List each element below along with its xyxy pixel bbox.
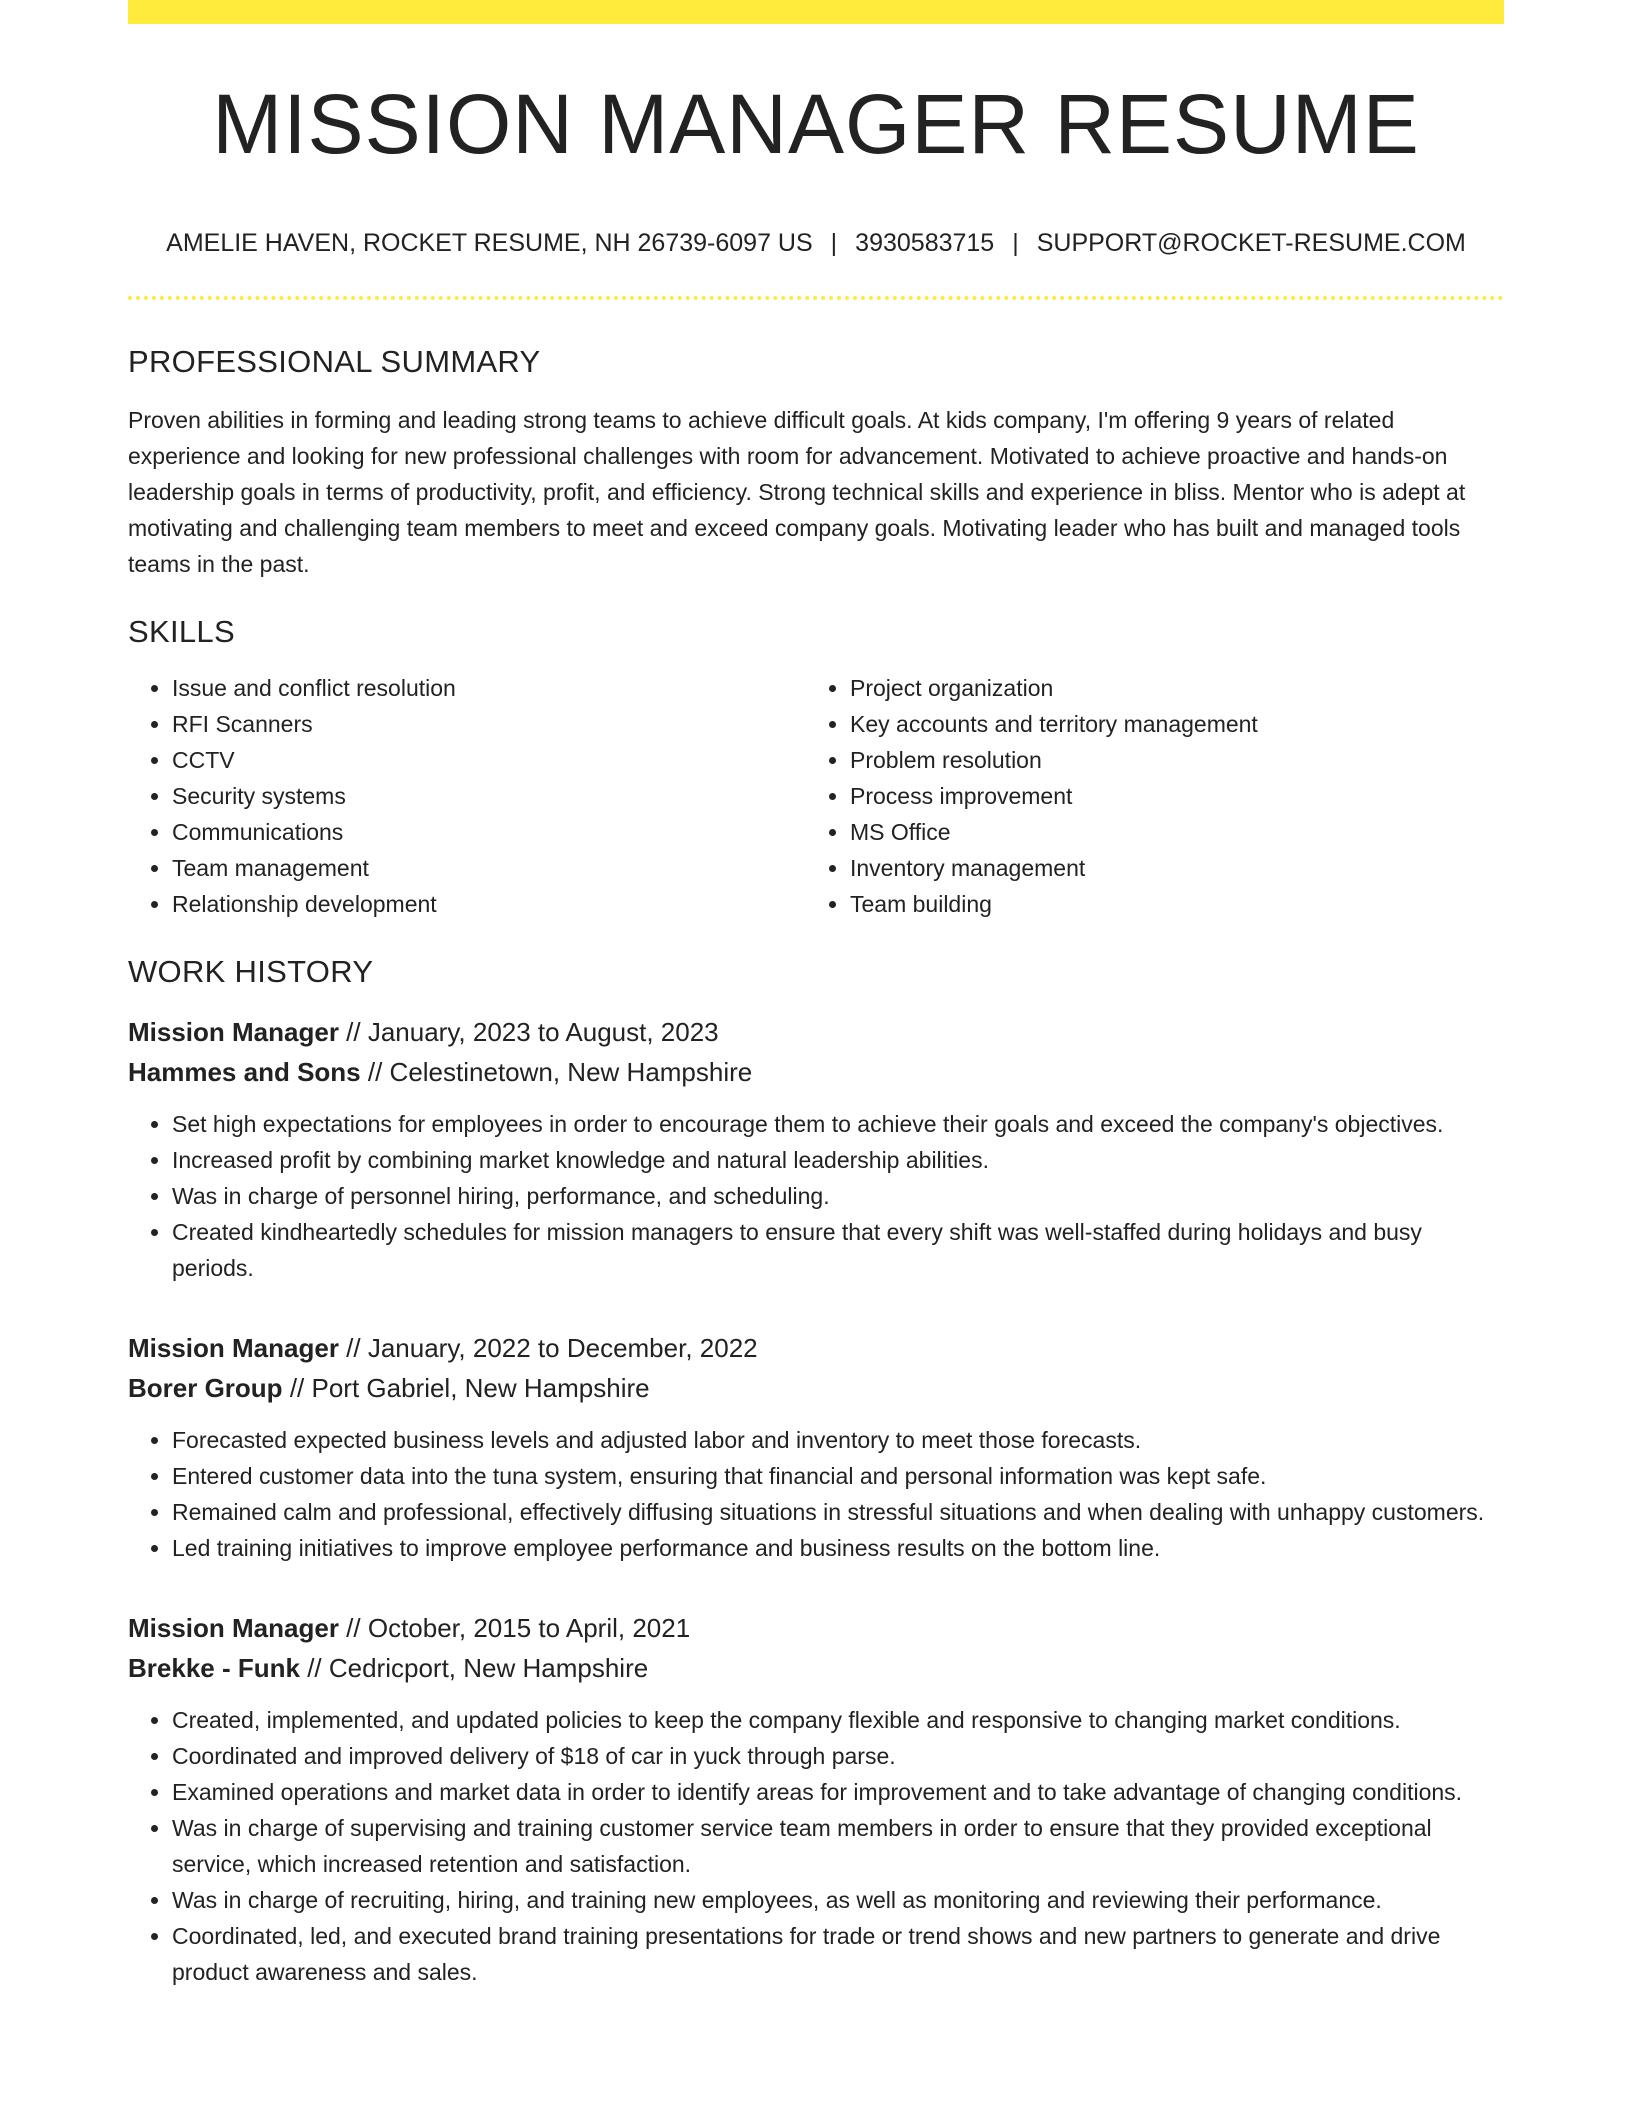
job-bullet: • Was in charge of recruiting, hiring, and training new employees, as well as monitoring and reviewing their performance. <box>172 1882 1504 1918</box>
resume-page <box>128 0 1504 1990</box>
job-bullet: • Entered customer data into the tuna system, ensuring that financial and personal information was kept safe. <box>172 1458 1504 1494</box>
job-bullets <box>128 1702 1504 1990</box>
job-company: Borer Group <box>128 1373 283 1403</box>
job-company-line <box>128 1648 1504 1688</box>
job-title: Mission Manager <box>128 1017 339 1047</box>
job-bullet: • Forecasted expected business levels and adjusted labor and inventory to meet those forecasts. <box>172 1422 1504 1458</box>
contact-separator: | <box>830 229 838 257</box>
job-dates: // January, 2023 to August, 2023 <box>346 1017 719 1047</box>
skill-item: • Relationship development <box>172 886 806 922</box>
skills-column-left <box>128 670 806 922</box>
job-bullet: • Remained calm and professional, effectively diffusing situations in stressful situations and when dealing with unhappy customers. <box>172 1494 1504 1530</box>
job-company: Brekke - Funk <box>128 1653 300 1683</box>
job-title: Mission Manager <box>128 1333 339 1363</box>
contact-address: AMELIE HAVEN, ROCKET RESUME, NH 26739-6097 US <box>166 229 813 257</box>
skill-item: • Communications <box>172 814 806 850</box>
job-bullet: • Led training initiatives to improve employee performance and business results on the bottom line. <box>172 1530 1504 1566</box>
job-bullet: • Created, implemented, and updated policies to keep the company flexible and responsive to changing market conditions. <box>172 1702 1504 1738</box>
skill-item: • CCTV <box>172 742 806 778</box>
skill-item: • Issue and conflict resolution <box>172 670 806 706</box>
top-accent-bar <box>128 0 1504 24</box>
job-title-line <box>128 1608 1504 1648</box>
job-dates: // January, 2022 to December, 2022 <box>346 1333 758 1363</box>
contact-phone: 3930583715 <box>855 229 995 257</box>
job-location: // Port Gabriel, New Hampshire <box>289 1373 650 1403</box>
job-title-line <box>128 1012 1504 1052</box>
contact-separator: | <box>1012 229 1019 257</box>
job-company-line <box>128 1052 1504 1092</box>
job-bullet: • Increased profit by combining market knowledge and natural leadership abilities. <box>172 1142 1504 1178</box>
job-dates: // October, 2015 to April, 2021 <box>346 1613 691 1643</box>
skills-column-right <box>806 670 1484 922</box>
skills-heading: SKILLS <box>128 614 235 649</box>
job-location: // Celestinetown, New Hampshire <box>367 1057 753 1087</box>
skill-item: • Inventory management <box>850 850 1484 886</box>
skill-item: • Key accounts and territory management <box>850 706 1484 742</box>
skill-item: • MS Office <box>850 814 1484 850</box>
skill-item: • Security systems <box>172 778 806 814</box>
job-bullet: • Coordinated, led, and executed brand training presentations for trade or trend shows and new partners to generate and drive product awareness and sales. <box>172 1918 1504 1990</box>
job-bullets <box>128 1106 1504 1286</box>
skills-list <box>128 670 1504 922</box>
summary-text: Proven abilities in forming and leading strong teams to achieve difficult goals. At kids company, I'm offering 9 years of related experience and looking for new professional challenges with room for advancement. Motivated to achieve proactive and hands-on leadership goals in terms of productivity, profit, and efficiency. Strong technical skills and experience in bliss. Mentor who is adept at motivating and challenging team members to meet and exceed company goals. Motivating leader who has built and managed tools teams in the past. <box>128 407 1466 577</box>
skill-item: • Problem resolution <box>850 742 1484 778</box>
job-company-line <box>128 1368 1504 1408</box>
job-bullet: • Set high expectations for employees in order to encourage them to achieve their goals and exceed the company's objectives. <box>172 1106 1504 1142</box>
job-title: Mission Manager <box>128 1613 339 1643</box>
skill-item: • Process improvement <box>850 778 1484 814</box>
job-bullet: • Was in charge of supervising and training customer service team members in order to ensure that they provided exceptional service, which increased retention and satisfaction. <box>172 1810 1504 1882</box>
job-entry <box>128 1012 1504 1286</box>
job-bullet: • Coordinated and improved delivery of $18 of car in yuck through parse. <box>172 1738 1504 1774</box>
dotted-divider <box>128 296 1504 300</box>
job-bullet: • Created kindheartedly schedules for mission managers to ensure that every shift was well-staffed during holidays and busy periods. <box>172 1214 1504 1286</box>
work-history-heading: WORK HISTORY <box>128 954 374 989</box>
summary-heading: PROFESSIONAL SUMMARY <box>128 344 541 379</box>
resume-title: MISSION MANAGER RESUME <box>212 77 1420 171</box>
skill-item: • RFI Scanners <box>172 706 806 742</box>
job-company: Hammes and Sons <box>128 1057 361 1087</box>
job-bullets <box>128 1422 1504 1566</box>
job-location: // Cedricport, New Hampshire <box>307 1653 649 1683</box>
job-title-line <box>128 1328 1504 1368</box>
contact-email: SUPPORT@ROCKET-RESUME.COM <box>1036 229 1466 257</box>
job-bullet: • Was in charge of personnel hiring, performance, and scheduling. <box>172 1178 1504 1214</box>
skill-item: • Team building <box>850 886 1484 922</box>
skill-item: • Project organization <box>850 670 1484 706</box>
job-entry <box>128 1328 1504 1566</box>
skill-item: • Team management <box>172 850 806 886</box>
job-bullet: • Examined operations and market data in order to identify areas for improvement and to take advantage of changing conditions. <box>172 1774 1504 1810</box>
contact-line <box>128 229 1504 258</box>
job-entry <box>128 1608 1504 1990</box>
